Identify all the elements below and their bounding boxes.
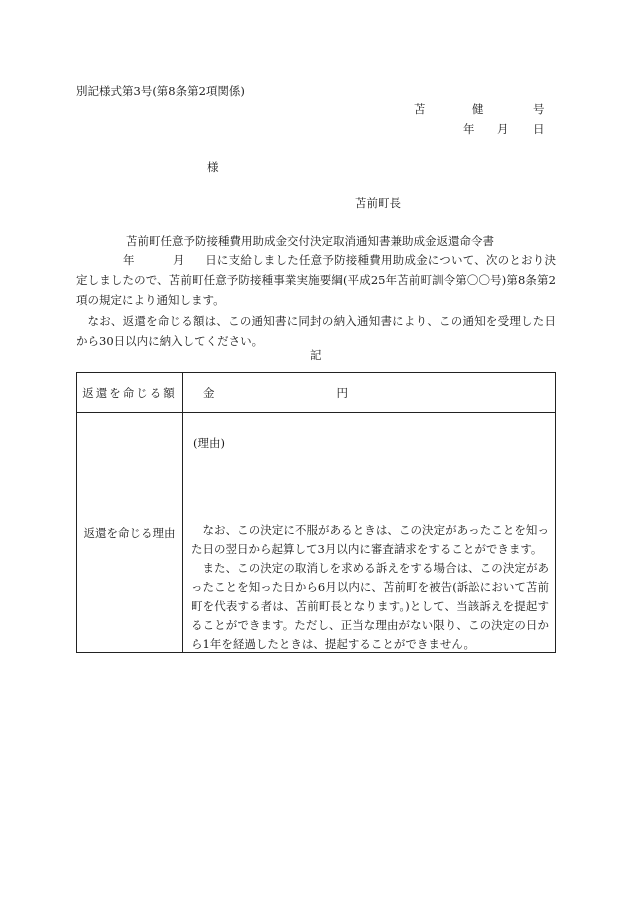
para1-month: 月 xyxy=(173,253,185,267)
amount-unit: 円 xyxy=(336,385,348,400)
reason-value-cell xyxy=(183,413,556,653)
date-month: 月 xyxy=(497,122,509,136)
refund-table xyxy=(76,372,556,653)
para1-text: 日に支給しました任意予防接種費用助成金について、次のとおり決定しましたので、苫前町任意予防接種事業実施要綱(平成25年苫前町訓令第〇〇号)第8条第2項の規定により通知します。 xyxy=(76,253,556,307)
amount-prefix: 金 xyxy=(203,385,215,400)
reason-notes xyxy=(191,521,549,654)
ki-label: 記 xyxy=(310,348,322,362)
reason-heading: (理由) xyxy=(193,436,225,450)
amount-label: 返還を命じる額 xyxy=(82,385,177,400)
sender-name: 苫前町長 xyxy=(355,196,401,210)
amount-value-cell xyxy=(183,373,556,413)
body-paragraph-1 xyxy=(76,250,556,310)
doc-no-prefix: 苫 xyxy=(414,102,426,116)
document-title: 苫前町任意予防接種費用助成金交付決定取消通知書兼助成金返還命令書 xyxy=(126,234,494,248)
date-day: 日 xyxy=(533,122,545,136)
doc-no-middle: 健 xyxy=(472,102,484,116)
reason-note-appeal: なお、この決定に不服があるときは、この決定があったことを知った日の翌日から起算して3月以内に審査請求をすることができます。 xyxy=(191,523,549,556)
doc-no-suffix: 号 xyxy=(533,102,545,116)
reason-label-cell xyxy=(77,413,183,653)
date-year: 年 xyxy=(463,122,475,136)
para1-year: 年 xyxy=(123,253,135,267)
reason-note-lawsuit: また、この決定の取消しを求める訴えをする場合は、この決定があったことを知った日から6月以内に、苫前町を被告(訴訟において苫前町を代表する者は、苫前町長となります。)として、当該訴えを提起することができます。ただし、正当な理由がない限り、この決定の日から1年を経過したときは、提起することができません。 xyxy=(191,561,549,651)
recipient-suffix: 様 xyxy=(207,160,219,174)
form-number: 別記様式第3号(第8条第2項関係) xyxy=(76,84,245,98)
body-paragraph-2: なお、返還を命じる額は、この通知書に同封の納入通知書により、この通知を受理した日から30日以内に納入してください。 xyxy=(76,314,556,348)
reason-label: 返還を命じる理由 xyxy=(83,525,176,540)
amount-label-cell xyxy=(77,373,183,413)
amount-row xyxy=(77,373,556,413)
reason-row xyxy=(77,413,556,653)
